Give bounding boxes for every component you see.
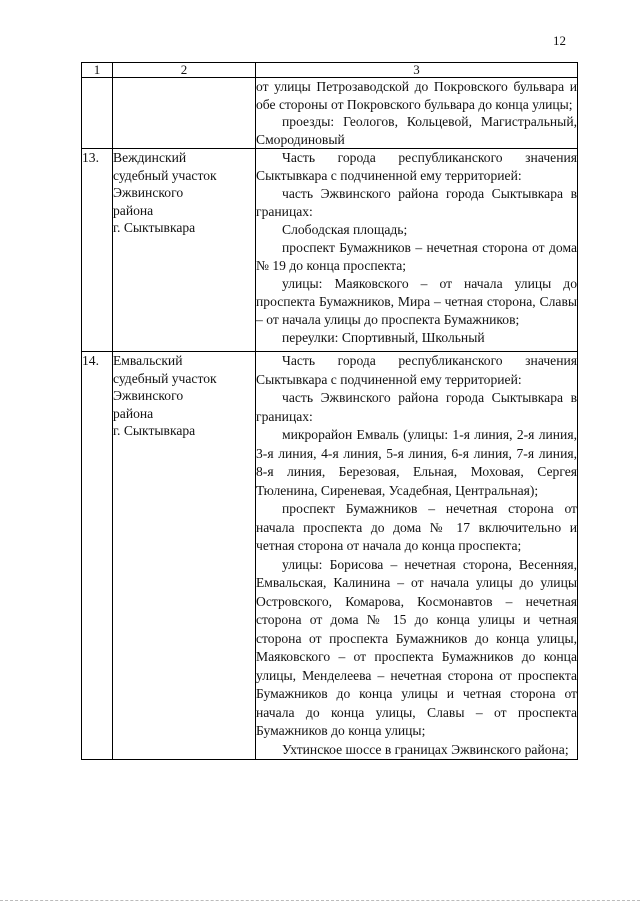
description-paragraph: проезды: Геологов, Кольцевой, Магистральный, Смородиновый [256,114,577,147]
territory-description [256,149,578,352]
description-paragraph: улицы: Маяковского – от начала улицы до проспекта Бумажников, Мира – четная сторона, Славы – от начала улицы до проспекта Бумажников; [256,276,577,328]
page-number: 12 [553,33,566,48]
page-bottom-edge [0,900,640,901]
row-number: 14. [82,352,113,760]
column-header-number: 1 [82,63,113,78]
description-paragraph: часть Эжвинского района города Сыктывкара в границах: [256,390,577,424]
name-line: судебный участок [113,370,217,386]
description-paragraph: часть Эжвинского района города Сыктывкара в границах: [256,186,577,220]
court-district-name [113,149,256,352]
column-header-description: 3 [256,63,578,78]
continuation-description-cell [256,78,578,149]
table-row-continuation [82,78,578,149]
name-line: района [113,405,154,421]
column-header-name: 2 [113,63,256,78]
continuation-name-cell [113,78,256,149]
name-line: района [113,202,154,218]
name-line: г. Сыктывкара [113,423,196,438]
description-paragraph: проспект Бумажников – нечетная сторона от начала проспекта до дома № 17 включительно и четная сторона от начала до конца проспекта; [256,501,577,554]
table-header-row [82,63,578,78]
name-line: Эжвинского [113,388,184,404]
description-paragraph: переулки: Спортивный, Школьный [282,330,485,346]
court-districts-table [81,62,578,760]
row-number: 13. [82,149,113,352]
territory-description [256,352,578,760]
description-paragraph: Ухтинское шоссе в границах Эжвинского района; [282,741,569,757]
name-line: судебный участок [113,167,217,183]
description-paragraph: улицы: Борисова – нечетная сторона, Весенняя, Емвальская, Калинина – от начала улицы до улицы Островского, Комарова, Космонавтов – нечетная сторона от дома № 15 до конца улицы и четная сторона от проспекта Бумажников до конца улицы, Маяковского – от проспекта Бумажников до конца улицы, Менделеева – нечетная сторона от проспекта Бумажников до конца улицы и четная сторона от начала до конца улицы, Славы – от проспекта Бумажников до конца улицы; [256,556,577,739]
table-row [82,149,578,352]
name-line: Емвальский [113,353,183,369]
continuation-number-cell [82,78,113,149]
description-paragraph: Слободская площадь; [282,222,408,238]
description-paragraph: микрорайон Емваль (улицы: 1-я линия, 2-я линия, 3-я линия, 4-я линия, 5-я линия, 6-я линия, 7-я линия, 8-я линия, Березовая, Ельная, Моховая, Сергея Тюленина, Сиреневая, Усадебная, Центральная); [256,427,577,498]
description-paragraph: Часть города республиканского значения Сыктывкара с подчиненной ему территорией: [256,150,577,184]
name-line: Эжвинского [113,185,184,201]
table-row [82,352,578,760]
description-paragraph: проспект Бумажников – нечетная сторона от дома № 19 до конца проспекта; [256,240,577,274]
description-paragraph: от улицы Петрозаводской до Покровского бульвара и обе стороны от Покровского бульвара до конца улицы; [256,79,577,112]
name-line: г. Сыктывкара [113,220,196,235]
description-paragraph: Часть города республиканского значения Сыктывкара с подчиненной ему территорией: [256,353,577,387]
name-line: Веждинский [113,150,187,166]
court-district-name [113,352,256,760]
